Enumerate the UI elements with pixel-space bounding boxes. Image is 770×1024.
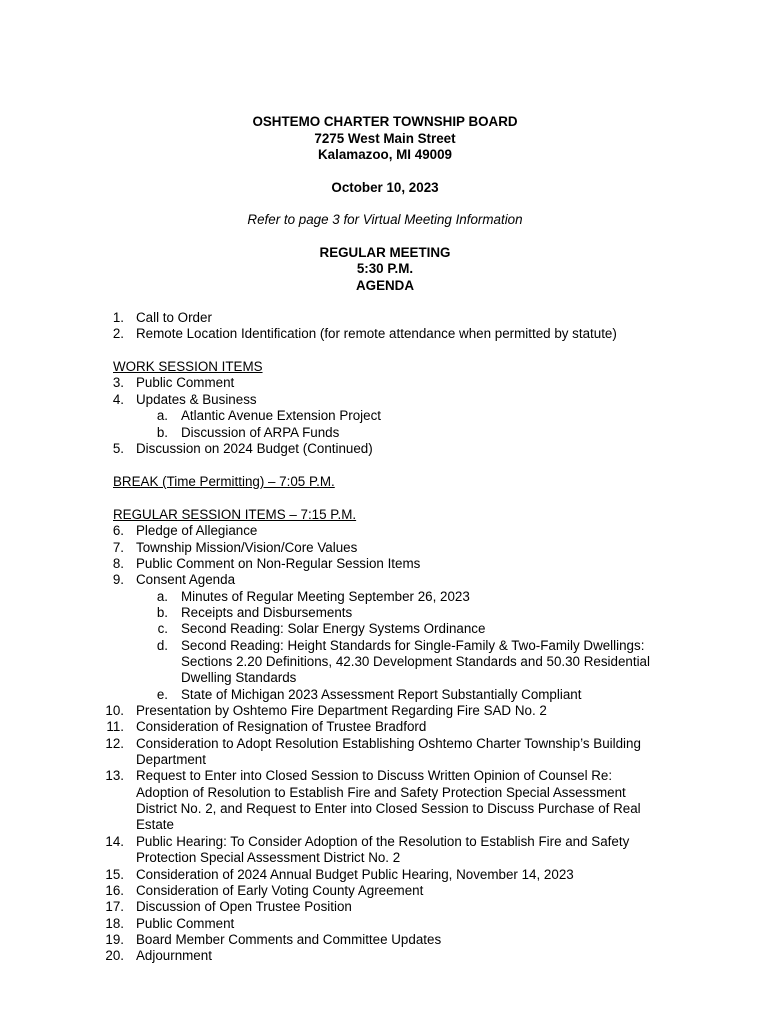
item-text: Public Hearing: To Consider Adoption of the Resolution to Establish Fire and Safety — [136, 834, 630, 849]
item-number: 4. — [112, 392, 124, 407]
item-number: 6. — [112, 523, 124, 538]
item-text: Adjournment — [136, 948, 212, 963]
meeting-date: October 10, 2023 — [331, 180, 439, 195]
item-number: 18. — [105, 916, 124, 931]
item-number: 16. — [105, 883, 124, 898]
virtual-meeting-note: Refer to page 3 for Virtual Meeting Information — [247, 212, 523, 227]
item-text: Consideration of 2024 Annual Budget Public Hearing, November 14, 2023 — [136, 867, 574, 882]
item-text: Presentation by Oshtemo Fire Department Regarding Fire SAD No. 2 — [136, 703, 547, 718]
item-text: Consideration of Resignation of Trustee Bradford — [136, 719, 427, 734]
item-number: 2. — [112, 326, 124, 341]
item-text: Second Reading: Height Standards for Single-Family & Two-Family Dwellings: — [181, 638, 645, 653]
work-session-heading: WORK SESSION ITEMS — [113, 359, 263, 374]
item-number: a. — [156, 589, 168, 604]
item-text: Protection Special Assessment District No. 2 — [136, 850, 401, 865]
item-text: Consideration to Adopt Resolution Establishing Oshtemo Charter Township’s Building — [136, 736, 641, 751]
meeting-type: REGULAR MEETING — [319, 245, 451, 260]
item-number: e. — [156, 687, 168, 702]
org-title: OSHTEMO CHARTER TOWNSHIP BOARD — [252, 114, 518, 129]
item-text: Discussion of ARPA Funds — [181, 425, 340, 440]
item-number: 5. — [112, 441, 124, 456]
break-heading: BREAK (Time Permitting) – 7:05 P.M. — [113, 474, 335, 489]
item-text: Consent Agenda — [136, 572, 236, 587]
item-number: 3. — [112, 375, 124, 390]
item-text: Updates & Business — [136, 392, 257, 407]
item-text: State of Michigan 2023 Assessment Report Substantially Compliant — [181, 687, 582, 702]
item-number: 7. — [112, 540, 124, 555]
city-address: Kalamazoo, MI 49009 — [318, 147, 452, 162]
item-text: Consideration of Early Voting County Agreement — [136, 883, 424, 898]
item-number: 14. — [105, 834, 124, 849]
item-number: b. — [156, 425, 168, 440]
item-text: Discussion on 2024 Budget (Continued) — [136, 441, 373, 456]
item-text: Adoption of Resolution to Establish Fire and Safety Protection Special Assessment — [136, 785, 626, 800]
item-text: Request to Enter into Closed Session to Discuss Written Opinion of Counsel Re: — [136, 768, 613, 783]
item-text: Dwelling Standards — [181, 670, 297, 685]
item-number: 15. — [105, 867, 124, 882]
item-text: Public Comment — [136, 375, 235, 390]
item-text: District No. 2, and Request to Enter into Closed Session to Discuss Purchase of Real — [136, 801, 641, 816]
item-number: 9. — [112, 572, 124, 587]
item-number: b. — [156, 605, 168, 620]
item-text: Second Reading: Solar Energy Systems Ordinance — [181, 621, 486, 636]
item-text: Atlantic Avenue Extension Project — [181, 408, 381, 423]
street-address: 7275 West Main Street — [314, 131, 456, 146]
item-text: Pledge of Allegiance — [136, 523, 258, 538]
item-number: 10. — [105, 703, 124, 718]
item-text: Public Comment — [136, 916, 235, 931]
item-text: Minutes of Regular Meeting September 26, 2023 — [181, 589, 470, 604]
item-number: d. — [156, 638, 168, 653]
item-number: a. — [156, 408, 168, 423]
item-text: Public Comment on Non-Regular Session Items — [136, 556, 421, 571]
item-text: Receipts and Disbursements — [181, 605, 353, 620]
item-text: Discussion of Open Trustee Position — [136, 899, 352, 914]
item-number: 20. — [105, 948, 124, 963]
item-text: Remote Location Identification (for remote attendance when permitted by statute) — [136, 326, 617, 341]
item-number: 19. — [105, 932, 124, 947]
item-number: 17. — [105, 899, 124, 914]
meeting-time: 5:30 P.M. — [356, 261, 414, 276]
regular-session-heading: REGULAR SESSION ITEMS – 7:15 P.M. — [113, 507, 357, 522]
item-text: Estate — [136, 817, 174, 832]
item-number: 11. — [106, 719, 124, 734]
item-text: Call to Order — [136, 310, 212, 325]
item-text: Sections 2.20 Definitions, 42.30 Development Standards and 50.30 Residential — [181, 654, 650, 669]
item-text: Township Mission/Vision/Core Values — [136, 540, 358, 555]
item-number: 1. — [112, 310, 124, 325]
item-number: c. — [157, 621, 168, 636]
item-number: 8. — [112, 556, 124, 571]
item-text: Department — [136, 752, 206, 767]
agenda-title: AGENDA — [355, 278, 415, 293]
item-text: Board Member Comments and Committee Updates — [136, 932, 442, 947]
item-number: 13. — [105, 768, 124, 783]
item-number: 12. — [105, 736, 124, 751]
